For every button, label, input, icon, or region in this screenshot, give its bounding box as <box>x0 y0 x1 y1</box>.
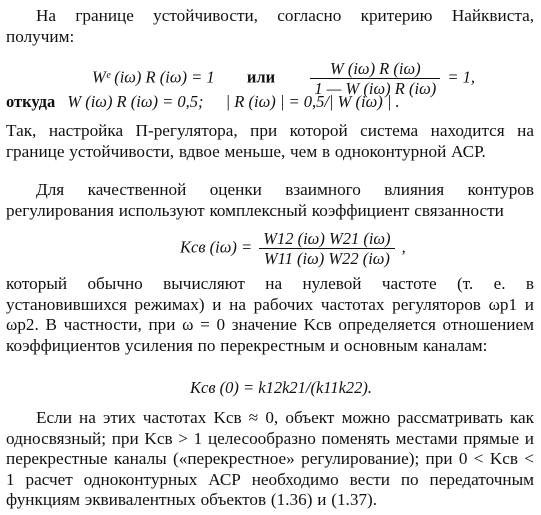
equation-coupling-coefficient <box>0 230 541 267</box>
fraction-denominator: 1 — W (iω) R (iω) <box>314 79 437 98</box>
equation-or-word: или <box>246 67 276 87</box>
coupling-fraction <box>259 230 394 267</box>
paragraph-zero-frequency: который обычно вычисляют на нулевой частоте (т. е. в установившихся режимах) и на рабочих частотах регуляторов ωp1 и ωp2. В частности, при ω = 0 значение Kсв определяется отношением коэффициентов усиления по перекрестным и основным каналам: <box>6 274 534 355</box>
whence-word: откуда <box>6 92 56 111</box>
coupling-comma: , <box>401 237 406 257</box>
equation-lhs: Wᵉ (iω) R (iω) = 1 <box>92 67 215 87</box>
coupling-lhs: Kсв (iω) = <box>180 237 253 257</box>
equation-rhs: = 1, <box>447 67 475 87</box>
static-coupling-formula: Kсв (0) = k12k21/(k11k22). <box>190 378 373 397</box>
coupling-denominator: W11 (iω) W22 (iω) <box>263 249 390 268</box>
paragraph-nyquist-intro: На границе устойчивости, согласно критерию Найквиста, получим: <box>6 6 534 46</box>
equation-whence <box>0 92 541 112</box>
whence-equation-a: W (iω) R (iω) = 0,5; <box>67 92 204 111</box>
whence-equation-b: | R (iω) | = 0,5/| W (iω) | . <box>225 92 400 111</box>
equation-static-coupling <box>0 378 541 398</box>
fraction-numerator: W (iω) R (iω) <box>310 60 440 79</box>
paragraph-coupling-cases: Если на этих частотах Kсв ≈ 0, объект можно рассматривать как односвязный; при Kсв > 1 целесообразно поменять местами прямые и перекрестные каналы («перекрестное» регулирование); при 0 < Kсв < 1 расчет одноконтурных АСР необходимо вести по передаточным функциям эквивалентных объектов (1.36) и (1.37). <box>6 408 534 509</box>
paragraph-p-controller: Так, настройка П-регулятора, при которой система находится на границе устойчивости, вдвое меньше, чем в одноконтурной АСР. <box>6 121 534 161</box>
paragraph-coupling-coefficient: Для качественной оценки взаимного влияния контуров регулирования используют комплексный коэффициент связанности <box>6 180 534 220</box>
coupling-numerator: W12 (iω) W21 (iω) <box>259 230 394 249</box>
